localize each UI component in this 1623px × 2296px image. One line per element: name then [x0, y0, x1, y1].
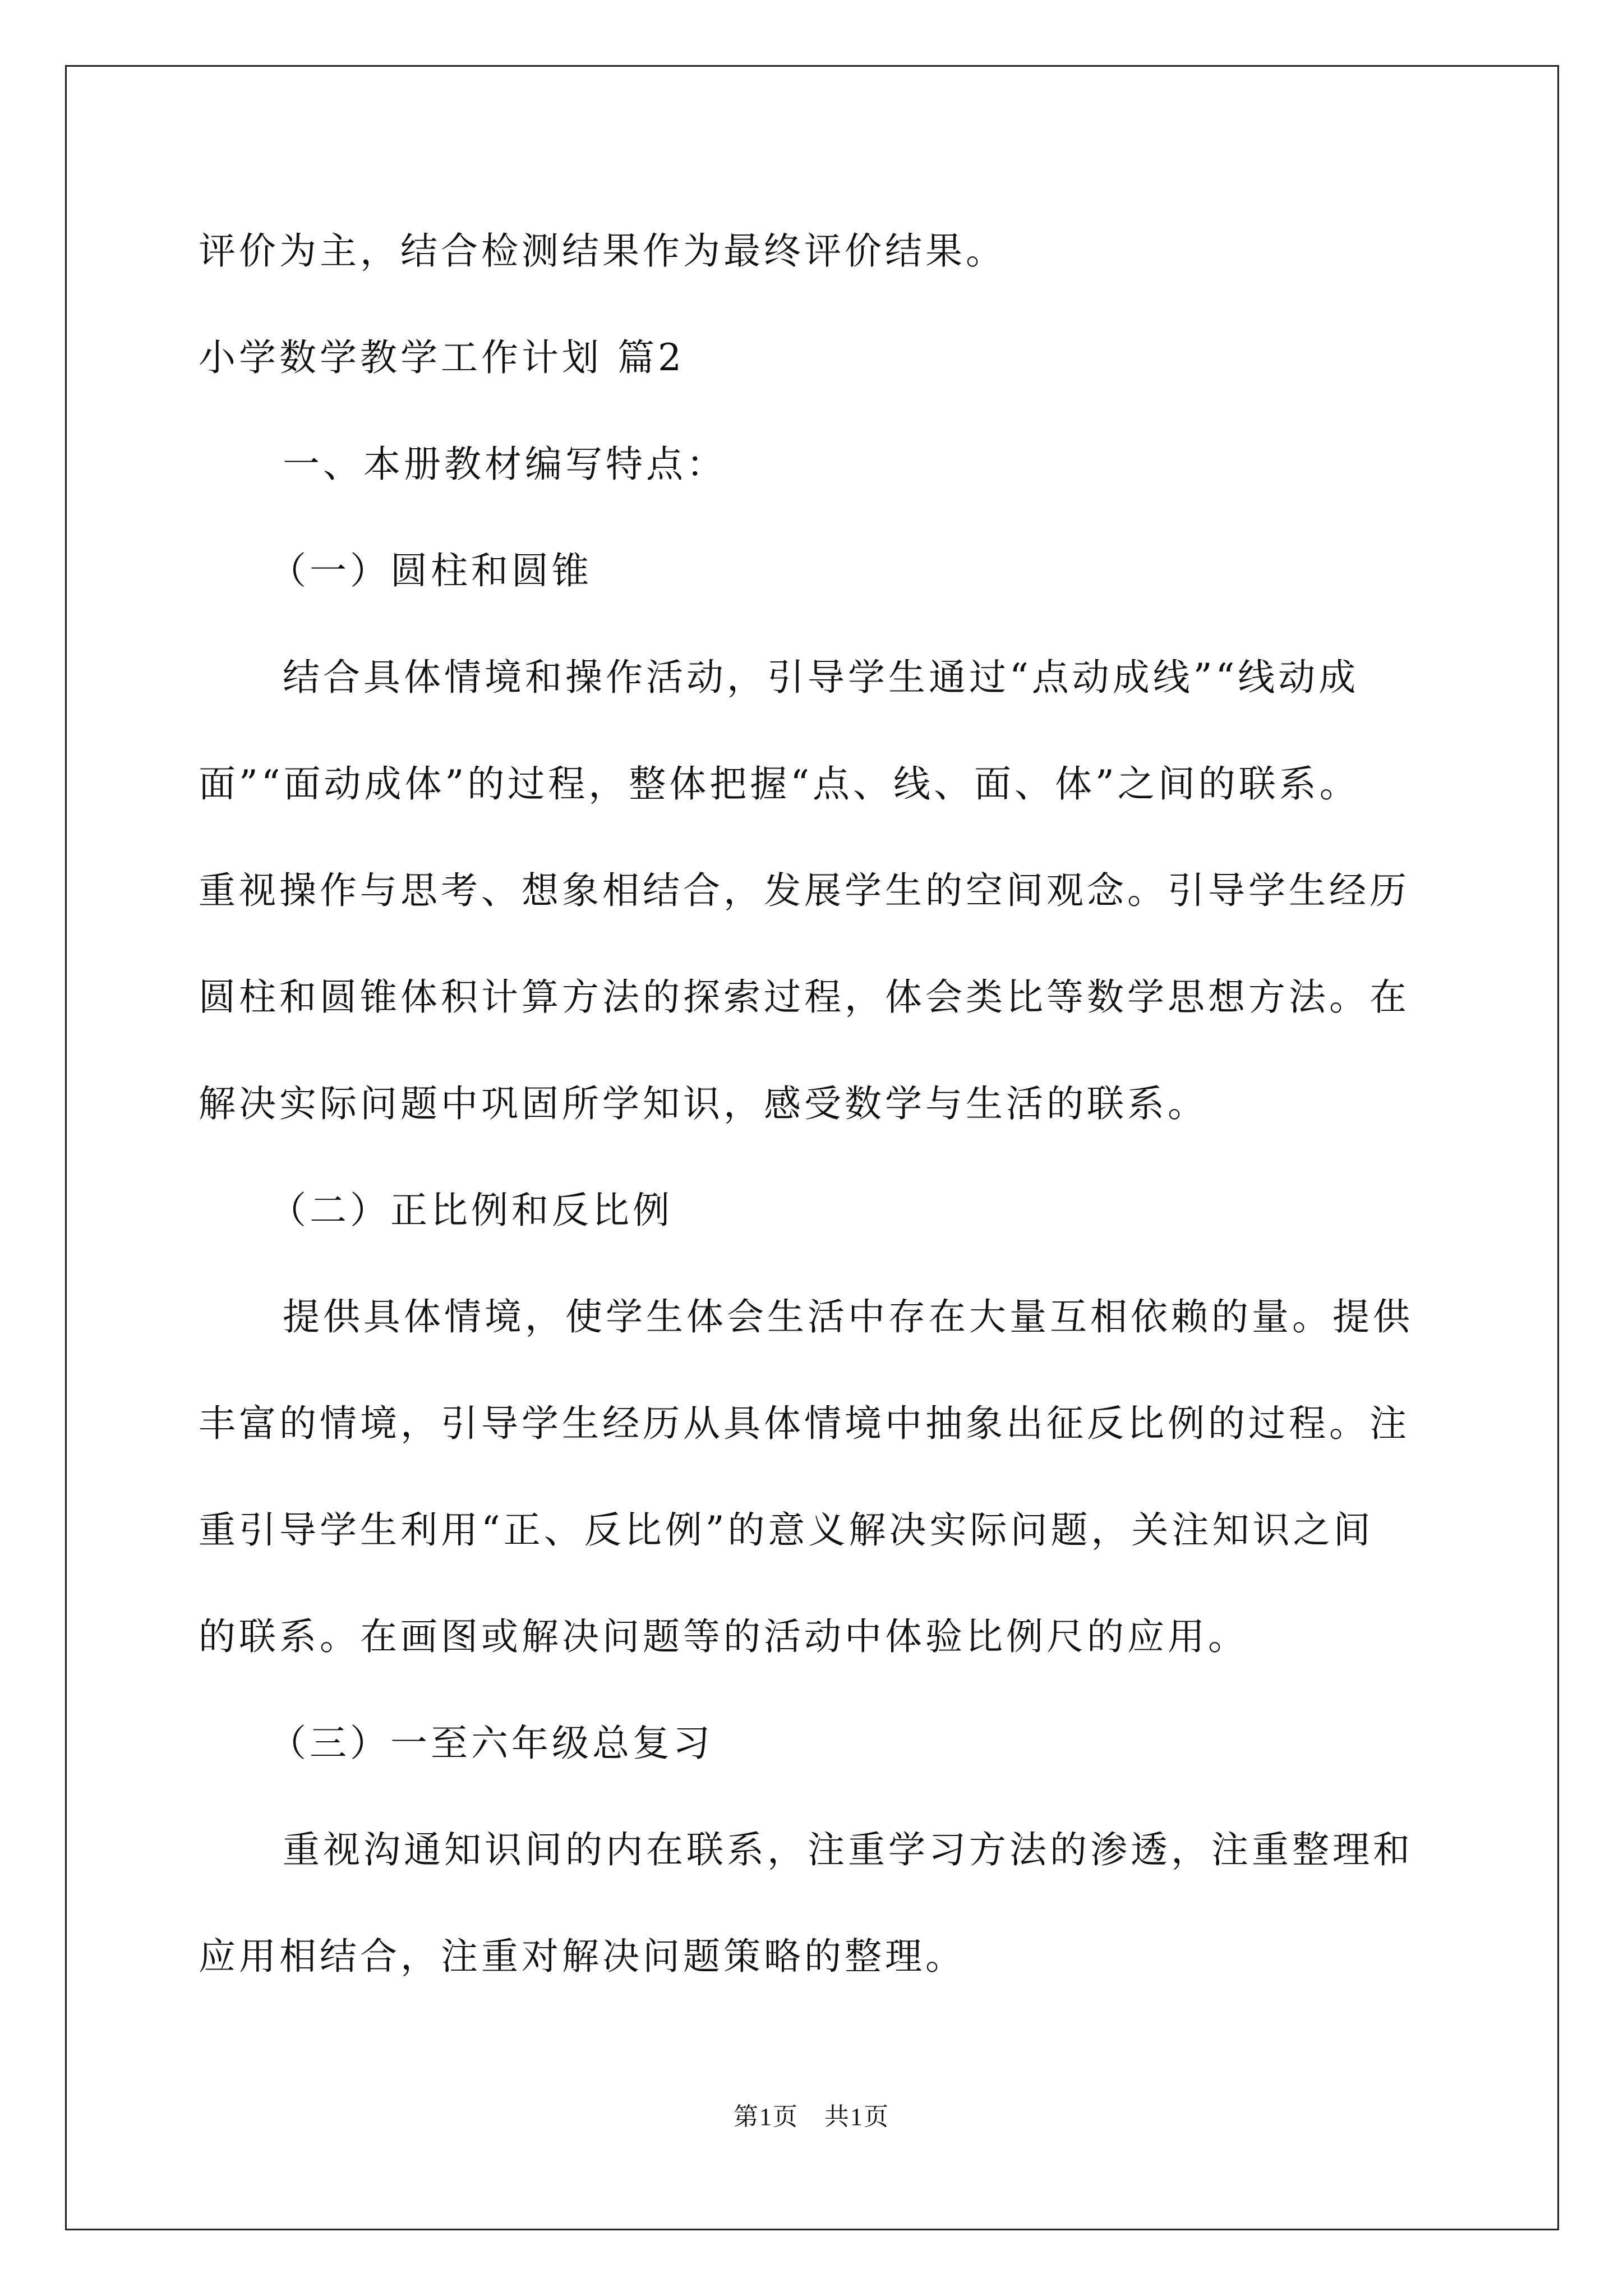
paragraph-line: 结合具体情境和操作活动，引导学生通过“点动成线”“线动成 [283, 656, 1359, 699]
paragraph-line: 丰富的情境，引导学生经历从具体情境中抽象出征反比例的过程。注 [199, 1402, 1410, 1445]
paragraph-line: 重视操作与思考、想象相结合，发展学生的空间观念。引导学生经历 [199, 869, 1410, 912]
paragraph-line: 重视沟通知识间的内在联系，注重学习方法的渗透，注重整理和 [283, 1828, 1413, 1871]
paragraph-line: 提供具体情境，使学生体会生活中存在大量互相依赖的量。提供 [283, 1295, 1413, 1338]
heading: 一、本册教材编写特点： [283, 443, 727, 486]
page-border [65, 65, 1559, 2230]
subheading: （二）正比例和反比例 [269, 1189, 673, 1232]
paragraph-line: 评价为主，结合检测结果作为最终评价结果。 [199, 229, 1006, 273]
page-footer: 第1页 共1页 [734, 2103, 889, 2131]
paragraph-line: 面”“面动成体”的过程，整体把握“点、线、面、体”之间的联系。 [199, 762, 1360, 806]
subheading: （一）圆柱和圆锥 [269, 549, 592, 592]
paragraph-line: 应用相结合，注重对解决问题策略的整理。 [199, 1935, 966, 1978]
paragraph-line: 重引导学生利用“正、反比例”的意义解决实际问题，关注知识之间 [199, 1508, 1374, 1552]
subheading: （三）一至六年级总复习 [269, 1722, 713, 1765]
paragraph-line: 圆柱和圆锥体积计算方法的探索过程，体会类比等数学思想方法。在 [199, 976, 1410, 1019]
section-title: 小学数学教学工作计划 篇2 [199, 336, 685, 379]
paragraph-line: 的联系。在画图或解决问题等的活动中体验比例尺的应用。 [199, 1615, 1248, 1658]
paragraph-line: 解决实际问题中巩固所学知识，感受数学与生活的联系。 [199, 1082, 1208, 1125]
